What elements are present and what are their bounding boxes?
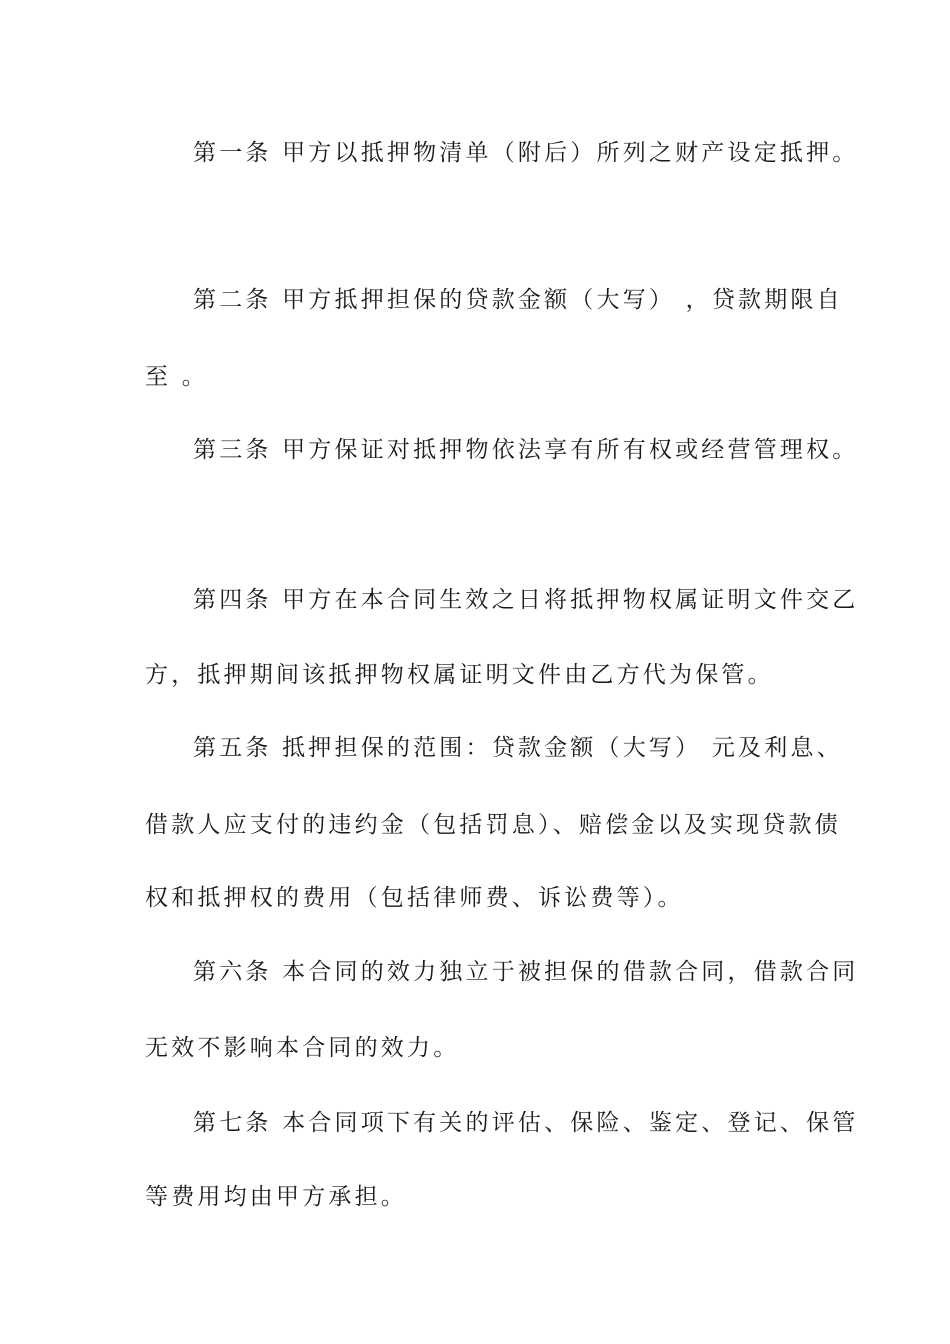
article-4-line-2: 方，抵押期间该抵押物权属证明文件由乙方代为保管。 <box>145 662 774 688</box>
article-1-line-1: 第一条 甲方以抵押物清单（附后）所列之财产设定抵押。 <box>193 140 859 166</box>
article-5-line-2: 借款人应支付的违约金（包括罚息）、赔偿金以及实现贷款债 <box>145 812 841 838</box>
article-7-line-1: 第七条 本合同项下有关的评估、保险、鉴定、登记、保管 <box>193 1110 859 1136</box>
article-6-line-2: 无效不影响本合同的效力。 <box>145 1035 460 1061</box>
article-5-line-3: 权和抵押权的费用（包括律师费、诉讼费等）。 <box>145 885 684 911</box>
article-4-line-1: 第四条 甲方在本合同生效之日将抵押物权属证明文件交乙 <box>193 587 859 613</box>
article-7-line-2: 等费用均由甲方承担。 <box>145 1184 407 1210</box>
article-3-line-1: 第三条 甲方保证对抵押物依法享有所有权或经营管理权。 <box>193 437 859 463</box>
article-2-line-1: 第二条 甲方抵押担保的贷款金额（大写） ，贷款期限自 <box>193 287 843 313</box>
article-6-line-1: 第六条 本合同的效力独立于被担保的借款合同，借款合同 <box>193 959 859 985</box>
article-5-line-1: 第五条 抵押担保的范围：贷款金额（大写） 元及利息、 <box>193 735 843 761</box>
article-2-line-2: 至 。 <box>145 364 208 390</box>
